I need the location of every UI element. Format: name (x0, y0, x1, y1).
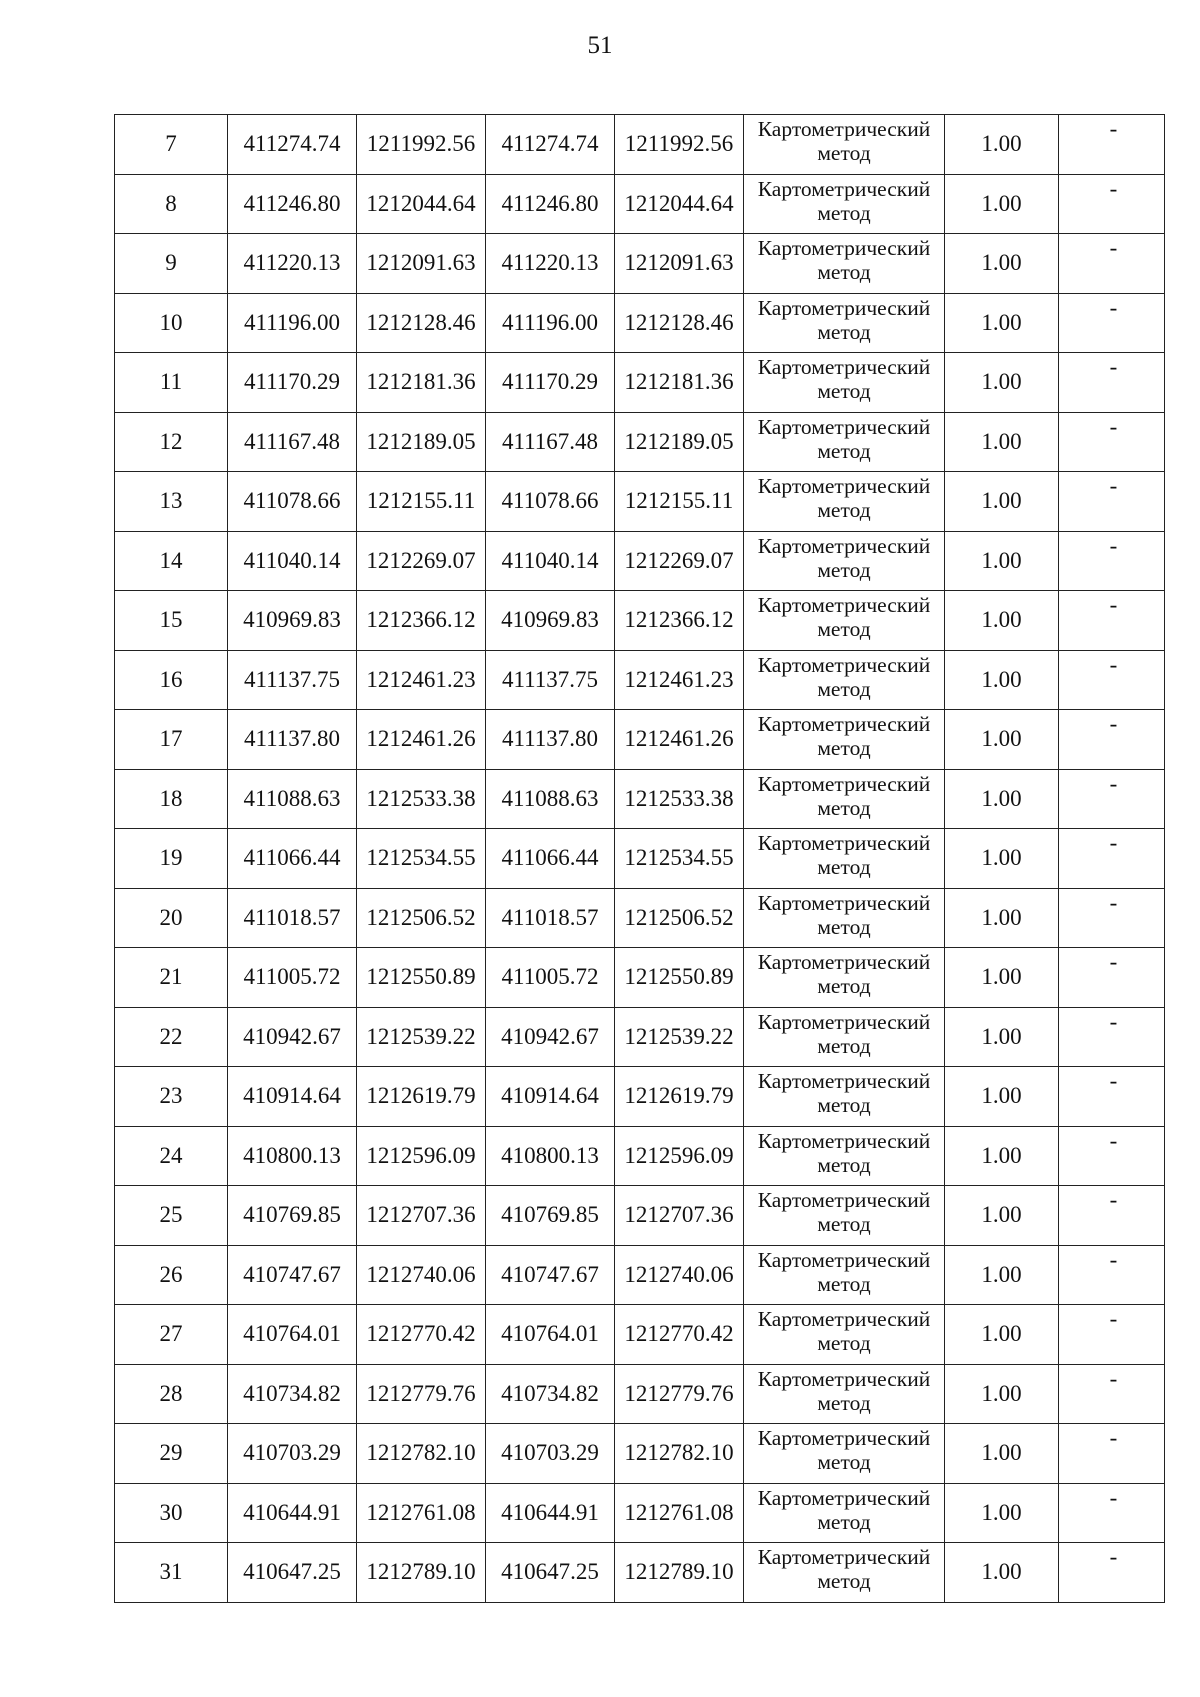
note-cell: - (1059, 710, 1165, 770)
y-refined-cell: 1212461.23 (615, 650, 744, 710)
y-existing-cell: 1212181.36 (357, 353, 486, 413)
y-existing-cell: 1212779.76 (357, 1364, 486, 1424)
x-refined-cell: 410914.64 (486, 1067, 615, 1127)
point-number-cell: 25 (115, 1186, 228, 1246)
method-line-2: метод (817, 1093, 871, 1117)
y-existing-cell: 1212461.23 (357, 650, 486, 710)
y-refined-cell: 1212269.07 (615, 531, 744, 591)
table-row (115, 888, 1165, 948)
point-number-cell: 14 (115, 531, 228, 591)
y-existing-cell: 1212461.26 (357, 710, 486, 770)
accuracy-cell: 1.00 (945, 948, 1059, 1008)
x-existing-cell: 411137.75 (228, 650, 357, 710)
accuracy-cell: 1.00 (945, 829, 1059, 889)
y-existing-cell: 1212539.22 (357, 1007, 486, 1067)
x-refined-cell: 411246.80 (486, 174, 615, 234)
y-refined-cell: 1212761.08 (615, 1483, 744, 1543)
method-line-1: Картометрический (757, 1426, 931, 1450)
y-existing-cell: 1212128.46 (357, 293, 486, 353)
x-refined-cell: 411066.44 (486, 829, 615, 889)
accuracy-cell: 1.00 (945, 769, 1059, 829)
method-line-2: метод (817, 438, 871, 463)
y-refined-cell: 1212506.52 (615, 888, 744, 948)
x-existing-cell: 411137.80 (228, 710, 357, 770)
method-line-1: Картометрический (757, 474, 931, 498)
method-line-1: Картометрический (757, 1069, 931, 1093)
note-cell: - (1059, 948, 1165, 1008)
note-cell: - (1059, 353, 1165, 413)
method-line-2: метод (817, 914, 871, 939)
method-cell (744, 1305, 945, 1365)
x-existing-cell: 411170.29 (228, 353, 357, 413)
x-existing-cell: 411167.48 (228, 412, 357, 472)
coordinates-table (114, 114, 1165, 1603)
note-cell: - (1059, 1305, 1165, 1365)
table-row (115, 948, 1165, 1008)
method-cell (744, 1245, 945, 1305)
x-existing-cell: 410914.64 (228, 1067, 357, 1127)
y-existing-cell: 1212366.12 (357, 591, 486, 651)
method-line-2: метод (817, 498, 871, 522)
method-line-1: Картометрический (757, 295, 931, 320)
method-line-2: метод (817, 795, 871, 820)
accuracy-cell: 1.00 (945, 353, 1059, 413)
x-existing-cell: 411040.14 (228, 531, 357, 591)
y-refined-cell: 1212181.36 (615, 353, 744, 413)
point-number-cell: 18 (115, 769, 228, 829)
point-number-cell: 28 (115, 1364, 228, 1424)
y-refined-cell: 1212789.10 (615, 1543, 744, 1603)
method-cell (744, 1126, 945, 1186)
y-existing-cell: 1212770.42 (357, 1305, 486, 1365)
y-existing-cell: 1212533.38 (357, 769, 486, 829)
y-refined-cell: 1212461.26 (615, 710, 744, 770)
table-row (115, 1007, 1165, 1067)
table-row (115, 591, 1165, 651)
accuracy-cell: 1.00 (945, 412, 1059, 472)
method-cell (744, 710, 945, 770)
x-existing-cell: 410764.01 (228, 1305, 357, 1365)
note-cell: - (1059, 829, 1165, 889)
note-cell: - (1059, 1543, 1165, 1603)
y-existing-cell: 1212596.09 (357, 1126, 486, 1186)
accuracy-cell: 1.00 (945, 1245, 1059, 1305)
x-existing-cell: 410942.67 (228, 1007, 357, 1067)
point-number-cell: 19 (115, 829, 228, 889)
x-existing-cell: 411078.66 (228, 472, 357, 532)
x-refined-cell: 410764.01 (486, 1305, 615, 1365)
method-cell (744, 234, 945, 294)
y-refined-cell: 1212619.79 (615, 1067, 744, 1127)
method-cell (744, 1007, 945, 1067)
x-refined-cell: 410969.83 (486, 591, 615, 651)
y-refined-cell: 1212779.76 (615, 1364, 744, 1424)
x-refined-cell: 410800.13 (486, 1126, 615, 1186)
table-row (115, 293, 1165, 353)
method-line-1: Картометрический (757, 652, 931, 677)
method-line-2: метод (817, 1390, 871, 1415)
method-line-2: метод (817, 260, 871, 284)
point-number-cell: 12 (115, 412, 228, 472)
accuracy-cell: 1.00 (945, 1424, 1059, 1484)
accuracy-cell: 1.00 (945, 174, 1059, 234)
method-line-2: метод (817, 1450, 871, 1474)
method-line-2: метод (817, 200, 871, 225)
y-refined-cell: 1212782.10 (615, 1424, 744, 1484)
y-existing-cell: 1212189.05 (357, 412, 486, 472)
table-row (115, 531, 1165, 591)
method-line-2: метод (817, 676, 871, 701)
x-existing-cell: 411088.63 (228, 769, 357, 829)
y-refined-cell: 1212155.11 (615, 472, 744, 532)
x-refined-cell: 410769.85 (486, 1186, 615, 1246)
x-refined-cell: 410644.91 (486, 1483, 615, 1543)
x-refined-cell: 411167.48 (486, 412, 615, 472)
point-number-cell: 8 (115, 174, 228, 234)
y-existing-cell: 1212155.11 (357, 472, 486, 532)
accuracy-cell: 1.00 (945, 1126, 1059, 1186)
x-refined-cell: 410647.25 (486, 1543, 615, 1603)
y-existing-cell: 1212091.63 (357, 234, 486, 294)
x-existing-cell: 411220.13 (228, 234, 357, 294)
method-line-1: Картометрический (757, 355, 931, 379)
x-existing-cell: 411196.00 (228, 293, 357, 353)
accuracy-cell: 1.00 (945, 472, 1059, 532)
table-row (115, 1543, 1165, 1603)
y-existing-cell: 1212740.06 (357, 1245, 486, 1305)
method-cell (744, 293, 945, 353)
x-refined-cell: 411040.14 (486, 531, 615, 591)
point-number-cell: 22 (115, 1007, 228, 1067)
note-cell: - (1059, 234, 1165, 294)
method-line-2: метод (817, 1033, 871, 1058)
method-cell (744, 769, 945, 829)
note-cell: - (1059, 1424, 1165, 1484)
note-cell: - (1059, 1364, 1165, 1424)
x-refined-cell: 410747.67 (486, 1245, 615, 1305)
method-line-1: Картометрический (757, 1009, 931, 1034)
method-cell (744, 412, 945, 472)
method-cell (744, 888, 945, 948)
accuracy-cell: 1.00 (945, 888, 1059, 948)
note-cell: - (1059, 115, 1165, 175)
method-cell (744, 353, 945, 413)
method-line-1: Картометрический (757, 414, 931, 439)
note-cell: - (1059, 1126, 1165, 1186)
method-line-2: метод (817, 1212, 871, 1236)
x-refined-cell: 411005.72 (486, 948, 615, 1008)
method-line-1: Картометрический (757, 117, 931, 141)
note-cell: - (1059, 769, 1165, 829)
accuracy-cell: 1.00 (945, 531, 1059, 591)
page-number: 51 (587, 32, 613, 59)
note-cell: - (1059, 650, 1165, 710)
point-number-cell: 24 (115, 1126, 228, 1186)
method-line-2: метод (817, 1331, 871, 1355)
method-cell (744, 1364, 945, 1424)
point-number-cell: 7 (115, 115, 228, 175)
x-existing-cell: 410769.85 (228, 1186, 357, 1246)
method-cell (744, 1067, 945, 1127)
x-existing-cell: 410647.25 (228, 1543, 357, 1603)
y-refined-cell: 1212740.06 (615, 1245, 744, 1305)
table-row (115, 1067, 1165, 1127)
note-cell: - (1059, 1007, 1165, 1067)
method-line-1: Картометрический (757, 1485, 931, 1510)
accuracy-cell: 1.00 (945, 293, 1059, 353)
y-refined-cell: 1212539.22 (615, 1007, 744, 1067)
accuracy-cell: 1.00 (945, 1543, 1059, 1603)
x-refined-cell: 410734.82 (486, 1364, 615, 1424)
note-cell: - (1059, 1483, 1165, 1543)
method-line-1: Картометрический (757, 593, 931, 617)
point-number-cell: 23 (115, 1067, 228, 1127)
note-cell: - (1059, 412, 1165, 472)
table-row (115, 174, 1165, 234)
y-existing-cell: 1212789.10 (357, 1543, 486, 1603)
x-existing-cell: 411274.74 (228, 115, 357, 175)
note-cell: - (1059, 1186, 1165, 1246)
point-number-cell: 9 (115, 234, 228, 294)
accuracy-cell: 1.00 (945, 1007, 1059, 1067)
x-refined-cell: 411078.66 (486, 472, 615, 532)
method-line-2: метод (817, 379, 871, 403)
method-line-2: метод (817, 1152, 871, 1177)
method-line-2: метод (817, 1271, 871, 1296)
note-cell: - (1059, 174, 1165, 234)
method-line-1: Картометрический (757, 533, 931, 558)
table-row (115, 412, 1165, 472)
point-number-cell: 29 (115, 1424, 228, 1484)
accuracy-cell: 1.00 (945, 1305, 1059, 1365)
table-row (115, 1126, 1165, 1186)
x-refined-cell: 411137.80 (486, 710, 615, 770)
x-refined-cell: 411196.00 (486, 293, 615, 353)
y-existing-cell: 1212761.08 (357, 1483, 486, 1543)
method-line-1: Картометрический (757, 1128, 931, 1153)
method-line-1: Картометрический (757, 831, 931, 855)
point-number-cell: 10 (115, 293, 228, 353)
table-row (115, 472, 1165, 532)
method-line-2: метод (817, 617, 871, 641)
y-existing-cell: 1212044.64 (357, 174, 486, 234)
note-cell: - (1059, 472, 1165, 532)
y-refined-cell: 1212596.09 (615, 1126, 744, 1186)
point-number-cell: 17 (115, 710, 228, 770)
point-number-cell: 31 (115, 1543, 228, 1603)
x-existing-cell: 410800.13 (228, 1126, 357, 1186)
x-existing-cell: 411018.57 (228, 888, 357, 948)
x-refined-cell: 411088.63 (486, 769, 615, 829)
table-row (115, 710, 1165, 770)
y-refined-cell: 1212091.63 (615, 234, 744, 294)
method-line-1: Картометрический (757, 712, 931, 736)
accuracy-cell: 1.00 (945, 1364, 1059, 1424)
method-cell (744, 591, 945, 651)
table-row (115, 769, 1165, 829)
note-cell: - (1059, 1067, 1165, 1127)
note-cell: - (1059, 531, 1165, 591)
method-cell (744, 650, 945, 710)
accuracy-cell: 1.00 (945, 234, 1059, 294)
y-existing-cell: 1212707.36 (357, 1186, 486, 1246)
x-refined-cell: 411170.29 (486, 353, 615, 413)
point-number-cell: 16 (115, 650, 228, 710)
method-line-1: Картометрический (757, 176, 931, 201)
note-cell: - (1059, 888, 1165, 948)
point-number-cell: 26 (115, 1245, 228, 1305)
x-existing-cell: 411246.80 (228, 174, 357, 234)
method-line-1: Картометрический (757, 1188, 931, 1212)
accuracy-cell: 1.00 (945, 1186, 1059, 1246)
point-number-cell: 11 (115, 353, 228, 413)
table-row (115, 650, 1165, 710)
x-existing-cell: 410747.67 (228, 1245, 357, 1305)
method-line-2: метод (817, 736, 871, 760)
table-row (115, 1483, 1165, 1543)
table-row (115, 1305, 1165, 1365)
y-refined-cell: 1212770.42 (615, 1305, 744, 1365)
x-refined-cell: 411018.57 (486, 888, 615, 948)
method-cell (744, 472, 945, 532)
point-number-cell: 21 (115, 948, 228, 1008)
method-cell (744, 829, 945, 889)
x-existing-cell: 411005.72 (228, 948, 357, 1008)
method-line-1: Картометрический (757, 1307, 931, 1331)
y-existing-cell: 1212550.89 (357, 948, 486, 1008)
method-cell (744, 948, 945, 1008)
y-existing-cell: 1212534.55 (357, 829, 486, 889)
y-refined-cell: 1212128.46 (615, 293, 744, 353)
point-number-cell: 30 (115, 1483, 228, 1543)
y-existing-cell: 1212269.07 (357, 531, 486, 591)
method-line-2: метод (817, 1569, 871, 1593)
x-existing-cell: 410969.83 (228, 591, 357, 651)
method-line-2: метод (817, 855, 871, 879)
table-row (115, 353, 1165, 413)
method-line-1: Картометрический (757, 1545, 931, 1569)
y-refined-cell: 1211992.56 (615, 115, 744, 175)
method-line-1: Картометрический (757, 771, 931, 796)
method-line-2: метод (817, 557, 871, 582)
x-existing-cell: 410644.91 (228, 1483, 357, 1543)
method-cell (744, 115, 945, 175)
method-line-1: Картометрический (757, 950, 931, 974)
y-refined-cell: 1212366.12 (615, 591, 744, 651)
table-row (115, 1186, 1165, 1246)
y-refined-cell: 1212533.38 (615, 769, 744, 829)
method-line-1: Картометрический (757, 236, 931, 260)
method-line-2: метод (817, 141, 871, 165)
table-row (115, 115, 1165, 175)
x-existing-cell: 411066.44 (228, 829, 357, 889)
y-refined-cell: 1212550.89 (615, 948, 744, 1008)
x-refined-cell: 411137.75 (486, 650, 615, 710)
method-line-1: Картометрический (757, 1366, 931, 1391)
note-cell: - (1059, 293, 1165, 353)
table-row (115, 1364, 1165, 1424)
y-existing-cell: 1212782.10 (357, 1424, 486, 1484)
y-refined-cell: 1212189.05 (615, 412, 744, 472)
accuracy-cell: 1.00 (945, 710, 1059, 770)
y-refined-cell: 1212534.55 (615, 829, 744, 889)
y-existing-cell: 1211992.56 (357, 115, 486, 175)
table-row (115, 1424, 1165, 1484)
method-cell (744, 531, 945, 591)
method-line-1: Картометрический (757, 1247, 931, 1272)
method-cell (744, 1543, 945, 1603)
accuracy-cell: 1.00 (945, 115, 1059, 175)
x-refined-cell: 411220.13 (486, 234, 615, 294)
point-number-cell: 20 (115, 888, 228, 948)
x-existing-cell: 410703.29 (228, 1424, 357, 1484)
table-row (115, 1245, 1165, 1305)
method-cell (744, 174, 945, 234)
x-refined-cell: 410942.67 (486, 1007, 615, 1067)
method-line-1: Картометрический (757, 890, 931, 915)
point-number-cell: 13 (115, 472, 228, 532)
accuracy-cell: 1.00 (945, 1483, 1059, 1543)
x-existing-cell: 410734.82 (228, 1364, 357, 1424)
y-existing-cell: 1212506.52 (357, 888, 486, 948)
accuracy-cell: 1.00 (945, 650, 1059, 710)
method-line-2: метод (817, 974, 871, 998)
y-existing-cell: 1212619.79 (357, 1067, 486, 1127)
method-cell (744, 1424, 945, 1484)
method-cell (744, 1186, 945, 1246)
point-number-cell: 15 (115, 591, 228, 651)
method-cell (744, 1483, 945, 1543)
method-line-2: метод (817, 1509, 871, 1534)
y-refined-cell: 1212707.36 (615, 1186, 744, 1246)
note-cell: - (1059, 591, 1165, 651)
table-row (115, 234, 1165, 294)
method-line-2: метод (817, 319, 871, 344)
accuracy-cell: 1.00 (945, 1067, 1059, 1127)
table-body (115, 115, 1165, 1603)
point-number-cell: 27 (115, 1305, 228, 1365)
x-refined-cell: 411274.74 (486, 115, 615, 175)
table-row (115, 829, 1165, 889)
accuracy-cell: 1.00 (945, 591, 1059, 651)
note-cell: - (1059, 1245, 1165, 1305)
x-refined-cell: 410703.29 (486, 1424, 615, 1484)
y-refined-cell: 1212044.64 (615, 174, 744, 234)
